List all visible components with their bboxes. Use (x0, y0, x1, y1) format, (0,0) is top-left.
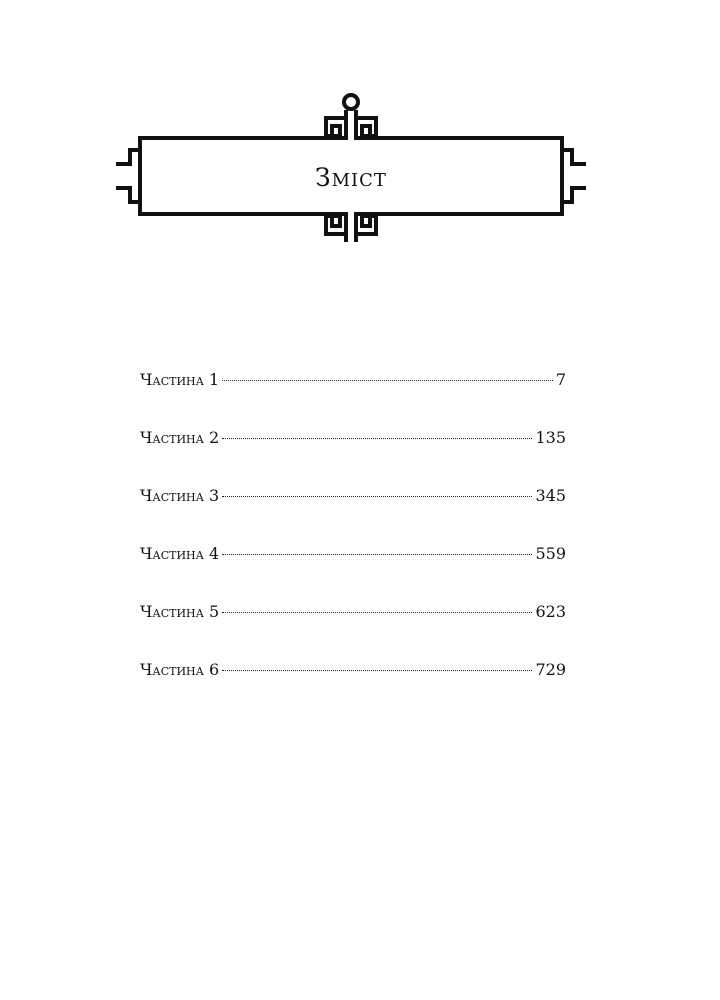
title-frame (110, 88, 592, 248)
toc-entry-part-2[interactable] (140, 428, 566, 486)
toc-entry-part-5[interactable] (140, 602, 566, 660)
toc-entry-label: Частина 2 (140, 428, 220, 447)
toc-entry-part-4[interactable] (140, 544, 566, 602)
page-title: Зміст (315, 163, 387, 192)
toc-leader-dots (222, 670, 532, 671)
toc-entry-page: 729 (535, 660, 566, 679)
toc-entry-label: Частина 4 (140, 544, 220, 563)
toc-leader-dots (222, 554, 532, 555)
toc-entry-page: 135 (535, 428, 566, 447)
table-of-contents (140, 370, 566, 718)
toc-entry-page: 559 (535, 544, 566, 563)
toc-entry-page: 7 (555, 370, 566, 389)
toc-entry-page: 345 (535, 486, 566, 505)
toc-entry-label: Частина 5 (140, 602, 220, 621)
toc-entry-label: Частина 3 (140, 486, 220, 505)
toc-entry-part-3[interactable] (140, 486, 566, 544)
toc-entry-part-6[interactable] (140, 660, 566, 718)
toc-entry-part-1[interactable] (140, 370, 566, 428)
toc-entry-label: Частина 6 (140, 660, 220, 679)
toc-entry-page: 623 (535, 602, 566, 621)
toc-leader-dots (222, 612, 532, 613)
toc-leader-dots (222, 380, 553, 381)
toc-leader-dots (222, 438, 532, 439)
toc-entry-label: Частина 1 (140, 370, 220, 389)
toc-leader-dots (222, 496, 532, 497)
